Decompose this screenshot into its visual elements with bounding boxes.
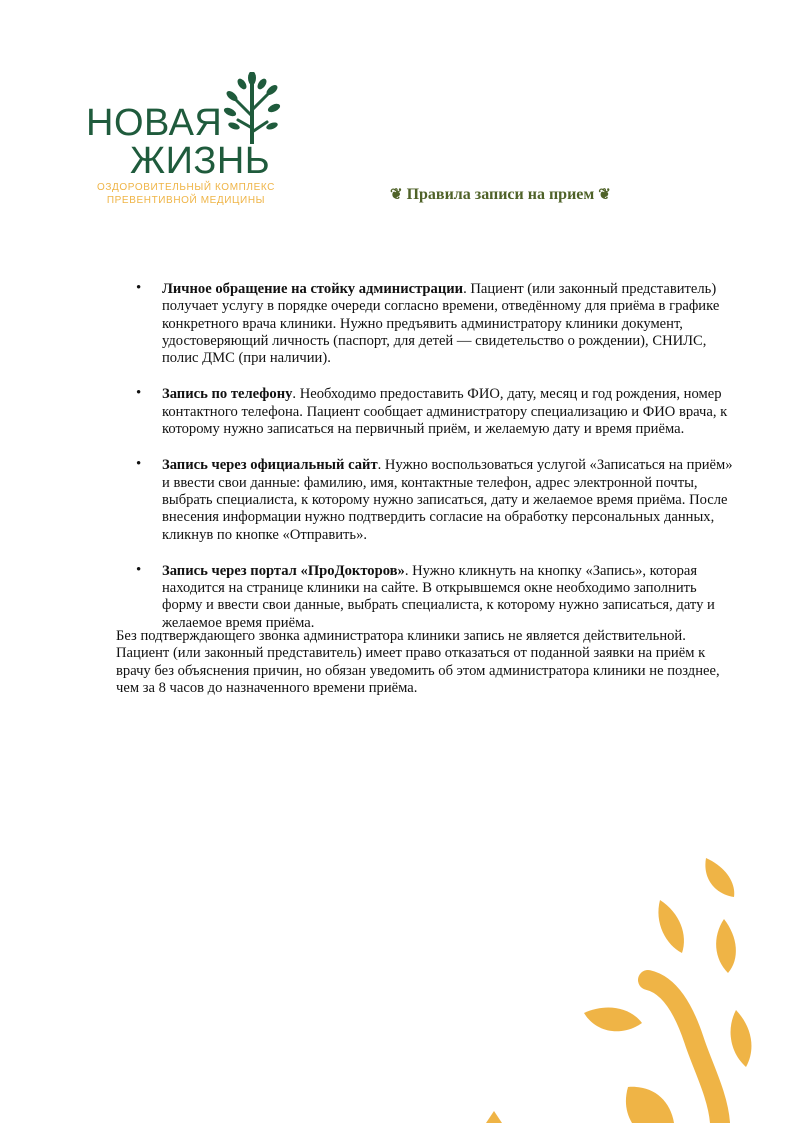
- booking-rules-list: [136, 281, 740, 651]
- rule-heading: Личное обращение на стойку администрации: [162, 281, 464, 297]
- rule-text: [162, 386, 740, 438]
- clinic-logo: [86, 72, 286, 212]
- rule-heading: Запись через портал «ПроДокторов»: [162, 562, 405, 579]
- rule-text: [162, 457, 740, 543]
- rule-body: . Пациент (или законный представитель) получает услугу в порядке очереди согласно времени, отведённому для приёма в графике конкретного врача клиники. Нужно предъявить администратору клиники документ, удостоверяющий личность (паспорт, для детей — свидетельство о рождении), СНИЛС, полис ДМС (при наличии).: [162, 281, 720, 367]
- list-item: [136, 281, 740, 367]
- list-item: [136, 386, 740, 438]
- decorative-leaves-icon: [470, 835, 794, 1123]
- list-item: [136, 457, 740, 543]
- leaf-icon-left: ❦: [390, 187, 403, 203]
- rule-body: . Необходимо предоставить ФИО, дату, месяц и год рождения, номер контактного телефона. Пациент сообщает администратору специализацию и ФИО врача, к которому нужно записаться на первичный приём, и желаемую дату и время приёма.: [162, 386, 728, 438]
- rule-text: [162, 563, 740, 632]
- bullet-icon: •: [136, 561, 142, 578]
- list-item: [136, 563, 740, 632]
- rule-text: [162, 281, 740, 367]
- page-title-text: Правила записи на прием: [406, 186, 595, 203]
- logo-word-2: ЖИЗНЬ: [130, 140, 271, 182]
- logo-word-1: НОВАЯ: [86, 102, 223, 144]
- bullet-icon: •: [136, 280, 142, 296]
- tree-logo-icon: [222, 72, 282, 144]
- logo-subtitle-2: ПРЕВЕНТИВНОЙ МЕДИЦИНЫ: [106, 195, 266, 206]
- rule-body: . Нужно кликнуть на кнопку «Запись», которая находится на странице клиники на сайте. В открывшемся окне необходимо заполнить форму и ввести свои данные, выбрать специалиста, к которому нужно записаться, дату и желаемое время приёма.: [162, 562, 715, 631]
- rule-heading: Запись через официальный сайт: [162, 457, 378, 474]
- leaf-icon-right: ❦: [598, 187, 611, 203]
- page-title: [390, 185, 611, 204]
- bullet-icon: •: [136, 385, 142, 402]
- rule-body: . Нужно воспользоваться услугой «Записаться на приём» и ввести свои данные: фамилию, имя, контактные телефон, адрес электронной почты, выбрать специалиста, к которому нужно записаться, дату и желаемое время приёма. После внесения информации нужно подтвердить согласие на обработку персональных данных, кликнув по кнопке «Отправить».: [162, 457, 733, 543]
- bullet-icon: •: [136, 456, 142, 473]
- logo-subtitle-1: ОЗДОРОВИТЕЛЬНЫЙ КОМПЛЕКС: [97, 182, 275, 193]
- rule-heading: Запись по телефону: [162, 386, 293, 403]
- confirmation-note: Без подтверждающего звонка администратора клиники запись не является действительной. Пациент (или законный представитель) имеет право отказаться от поданной заявки на приём к врачу без объяснения причин, но обязан уведомить об этом администратора клиники не позднее, чем за 8 часов до назначенного времени приёма.: [116, 628, 720, 696]
